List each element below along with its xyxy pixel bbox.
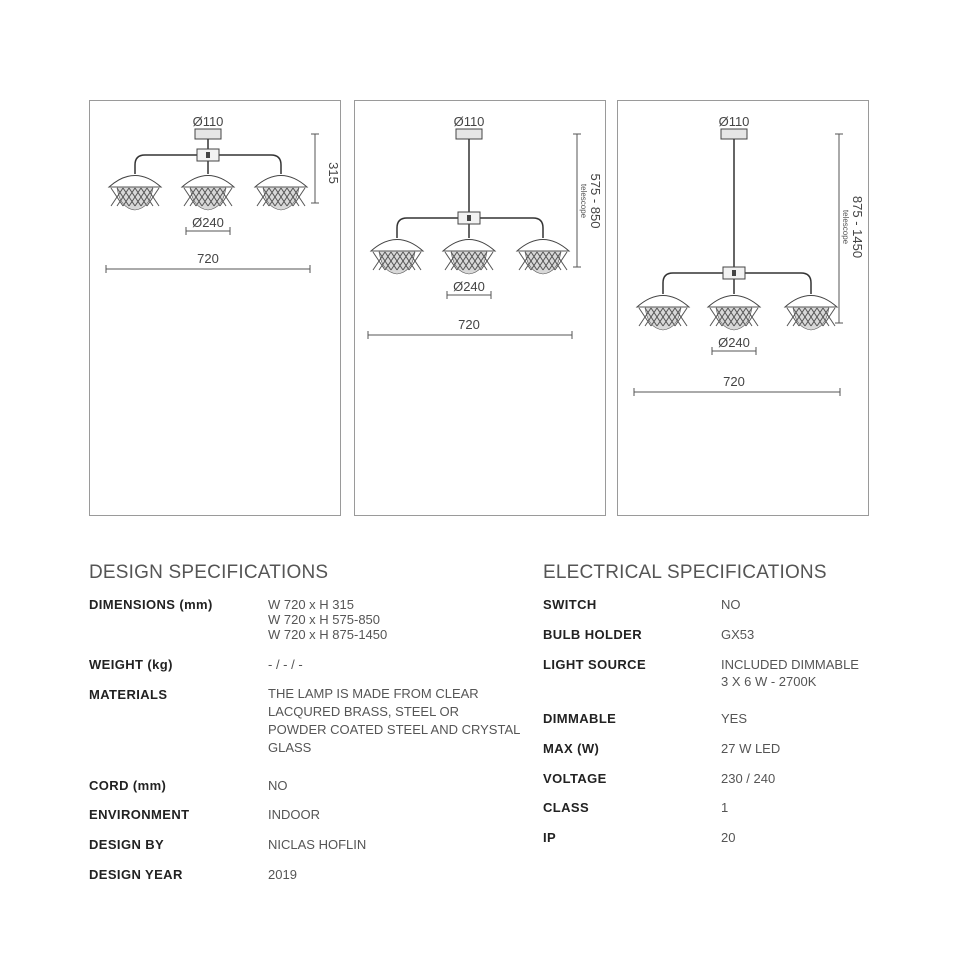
lamp-shade: [255, 176, 307, 188]
width-label: 720: [723, 374, 745, 389]
left-arm: [663, 273, 673, 294]
lamp-drawing-1: [90, 101, 342, 517]
height-label: 875 - 1450: [850, 195, 865, 259]
hub-screw: [467, 215, 471, 221]
spec-value: 1: [721, 800, 729, 815]
canopy-diameter-label: Ø110: [192, 114, 224, 129]
ceiling-canopy: [195, 129, 221, 139]
telescope-label: telescope: [841, 209, 850, 245]
ceiling-canopy: [721, 129, 747, 139]
width-label: 720: [197, 251, 219, 266]
spec-value: INCLUDED DIMMABLE 3 X 6 W - 2700K: [721, 657, 859, 689]
shade-diameter-label: Ø240: [192, 215, 224, 230]
spec-value: 2019: [268, 867, 297, 882]
spec-value: NO: [268, 778, 288, 793]
spec-label: SWITCH: [543, 597, 597, 612]
spec-value: W 720 x H 315 W 720 x H 575-850 W 720 x H 875-1450: [268, 597, 388, 642]
spec-value: NICLAS HOFLIN: [268, 837, 367, 852]
width-label: 720: [458, 317, 480, 332]
spec-value: 27 W LED: [721, 741, 781, 756]
lamp-shade: [517, 240, 569, 252]
lamp-shade: [371, 240, 423, 252]
spec-value: INDOOR: [268, 807, 320, 822]
height-label: 315: [326, 162, 341, 184]
spec-label: VOLTAGE: [543, 771, 607, 786]
lamp-drawing-3: [618, 101, 870, 517]
lamp-shade: [109, 176, 161, 188]
left-arm: [397, 218, 407, 238]
spec-label: WEIGHT (kg): [89, 657, 173, 672]
spec-label: MAX (W): [543, 741, 600, 756]
ceiling-canopy: [456, 129, 482, 139]
drawing-panel-2: [354, 100, 606, 516]
electrical-specifications-title: ELECTRICAL SPECIFICATIONS: [543, 562, 827, 583]
left-arm: [135, 155, 145, 174]
spec-label: MATERIALS: [89, 687, 168, 702]
lamp-shade: [637, 296, 689, 308]
spec-value: GX53: [721, 627, 755, 642]
right-arm: [533, 218, 543, 238]
spec-label: CORD (mm): [89, 778, 167, 793]
spec-label: BULB HOLDER: [543, 627, 643, 642]
lamp-drawing-2: [355, 101, 607, 517]
spec-label: LIGHT SOURCE: [543, 657, 647, 672]
spec-label: DIMENSIONS (mm): [89, 597, 213, 612]
lamp-shade: [182, 176, 234, 188]
drawing-panel-1: [89, 100, 341, 516]
height-label: 575 - 850: [588, 173, 603, 229]
lamp-shade: [708, 296, 760, 308]
lamp-shade: [443, 240, 495, 252]
hub-screw: [206, 152, 210, 158]
spec-label: ENVIRONMENT: [89, 807, 190, 822]
spec-label: DESIGN BY: [89, 837, 165, 852]
hub-screw: [732, 270, 736, 276]
right-arm: [801, 273, 811, 294]
telescope-label: telescope: [579, 183, 588, 219]
spec-value: THE LAMP IS MADE FROM CLEAR LACQURED BRASS, STEEL OR POWDER COATED STEEL AND CRYSTAL GLASS: [268, 686, 521, 755]
lamp-shade: [785, 296, 837, 308]
spec-label: IP: [543, 830, 557, 845]
canopy-diameter-label: Ø110: [453, 114, 485, 129]
spec-value: - / - / -: [268, 657, 303, 672]
spec-value: NO: [721, 597, 741, 612]
spec-value: 230 / 240: [721, 771, 776, 786]
drawing-panel-3: [617, 100, 869, 516]
canopy-diameter-label: Ø110: [718, 114, 750, 129]
right-arm: [271, 155, 281, 174]
design-specifications-title: DESIGN SPECIFICATIONS: [89, 562, 329, 583]
spec-label: DIMMABLE: [543, 711, 617, 726]
spec-value: YES: [721, 711, 748, 726]
spec-label: DESIGN YEAR: [89, 867, 183, 882]
shade-diameter-label: Ø240: [718, 335, 750, 350]
spec-label: CLASS: [543, 800, 590, 815]
spec-value: 20: [721, 830, 736, 845]
shade-diameter-label: Ø240: [453, 279, 485, 294]
